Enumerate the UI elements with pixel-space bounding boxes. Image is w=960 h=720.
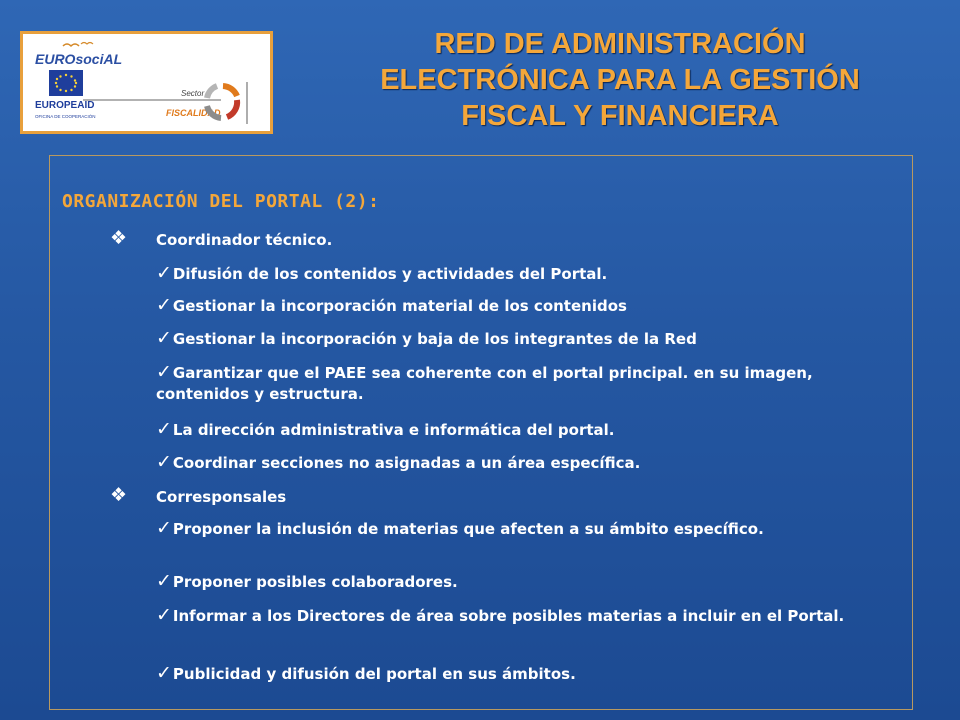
list-item: ✓Garantizar que el PAEE sea coherente con el portal principal. en su imagen, contenidos y estructura. [156,361,813,403]
list-item: ✓Gestionar la incorporación material de los contenidos [156,294,627,316]
group-label: Coordinador técnico. [156,231,333,249]
title-line-3: FISCAL Y FINANCIERA [461,100,779,132]
checkmark-icon: ✓ [156,327,172,349]
list-item: ✓Coordinar secciones no asignadas a un área específica. [156,451,641,473]
checkmark-icon: ✓ [156,570,172,592]
europeaid-text: EUROPEAID [35,100,95,111]
title-line-2: ELECTRÓNICA PARA LA GESTIÓN [380,64,860,96]
list-item: ✓La dirección administrativa e informática del portal. [156,418,615,440]
sector-name: FISCALIDAD [166,108,221,118]
checkmark-icon: ✓ [156,517,172,539]
checkmark-icon: ✓ [156,604,172,626]
eurosocial-text: EUROsociAL [35,51,123,67]
section-heading: ORGANIZACIÓN DEL PORTAL (2): [62,191,380,212]
slide-title [300,26,940,134]
list-item: ✓Proponer posibles colaboradores. [156,570,458,592]
diamond-bullet-icon: ❖ [110,484,128,506]
checkmark-icon: ✓ [156,294,172,316]
group-label: Corresponsales [156,488,287,506]
checkmark-icon: ✓ [156,451,172,473]
checkmark-icon: ✓ [156,361,172,383]
list-item: ✓Publicidad y difusión del portal en sus ámbitos. [156,662,576,684]
checkmark-icon: ✓ [156,418,172,440]
title-line-1: RED DE ADMINISTRACIÓN [434,28,806,60]
fiscalidad-ring-icon [207,86,237,118]
sector-label: Sector [181,89,205,98]
checkmark-icon: ✓ [156,662,172,684]
list-item: ✓Proponer la inclusión de materias que afecten a su ámbito específico. [156,517,764,539]
list-item: ✓Difusión de los contenidos y actividades del Portal. [156,262,608,284]
list-item: ✓Informar a los Directores de área sobre posibles materias a incluir en el Portal. [156,604,845,626]
oficina-text: OFICINA DE COOPERACIÓN [35,114,96,119]
logo-panel [20,31,273,134]
diamond-bullet-icon: ❖ [110,227,128,249]
list-item: ✓Gestionar la incorporación y baja de los integrantes de la Red [156,327,697,349]
eurosocial-logo [23,34,270,131]
checkmark-icon: ✓ [156,262,172,284]
